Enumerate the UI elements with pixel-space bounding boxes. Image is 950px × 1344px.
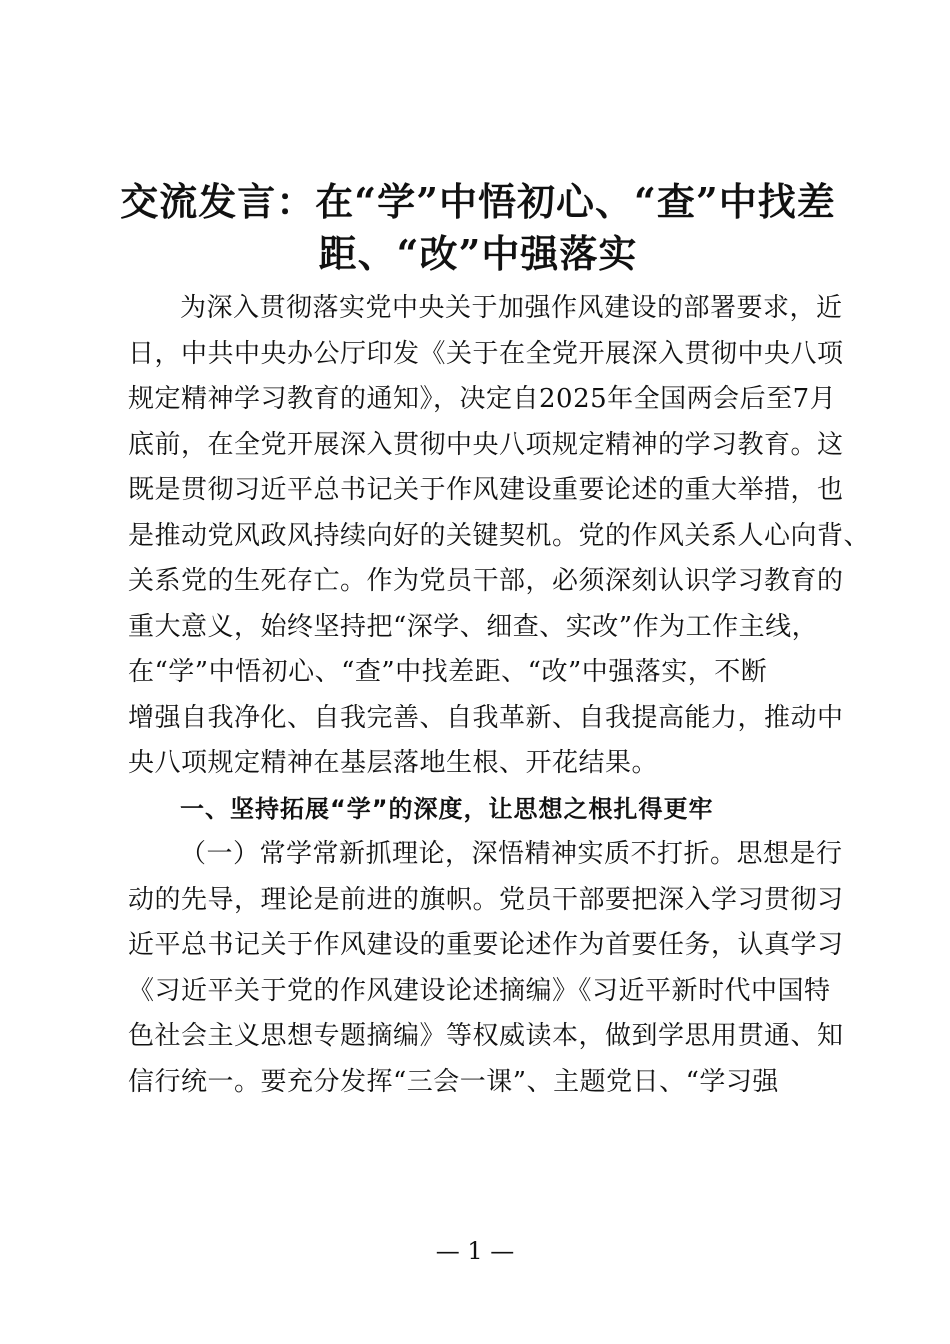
paragraph-line: 在“学”中悟初心、“查”中找差距、“改”中强落实，不断 <box>128 657 768 687</box>
paragraph-line: 日，中共中央办公厅印发《关于在全党开展深入贯彻中央八项 <box>128 338 844 369</box>
document-title <box>120 176 836 280</box>
paragraph-line: 近平总书记关于作风建设的重要论述作为首要任务，认真学习 <box>128 930 844 960</box>
intro-paragraph <box>128 286 871 787</box>
paragraph-line: 信行统一。要充分发挥“三会一课”、主题党日、“学习强 <box>128 1066 779 1097</box>
paragraph-line: 央八项规定精神在基层落地生根、开花结果。 <box>128 748 659 778</box>
paragraph-line: 《习近平关于党的作风建设论述摘编》《习近平新时代中国特 <box>128 975 831 1006</box>
title-line: 交流发言：在“学”中悟初心、“查”中找差 <box>120 179 836 224</box>
paragraph-line: 底前，在全党开展深入贯彻中央八项规定精神的学习教育。这 <box>128 429 844 460</box>
page-number: — 1 — <box>435 1237 515 1265</box>
paragraph-line: 动的先导，理论是前进的旗帜。党员干部要把深入学习贯彻习 <box>128 884 844 915</box>
paragraph-line: 是推动党风政风持续向好的关键契机。党的作风关系人心向背、 <box>128 520 871 551</box>
title-line: 距、“改”中强落实 <box>318 231 638 276</box>
section-heading: 一、坚持拓展“学”的深度，让思想之根扎得更牢 <box>180 794 714 823</box>
paragraph-line: 色社会主义思想专题摘编》等权威读本，做到学思用贯通、知 <box>128 1021 844 1051</box>
paragraph-line: 增强自我净化、自我完善、自我革新、自我提高能力，推动中 <box>128 702 844 733</box>
section-paragraph <box>128 832 844 1105</box>
paragraph-line: （一）常学常新抓理论，深悟精神实质不打折。思想是行 <box>180 839 843 869</box>
paragraph-line: 规定精神学习教育的通知》，决定自2025年全国两会后至7月 <box>128 384 837 414</box>
paragraph-line: 重大意义，始终坚持把“深学、细查、实改”作为工作主线， <box>128 611 819 642</box>
paragraph-line: 关系党的生死存亡。作为党员干部，必须深刻认识学习教育的 <box>128 566 844 596</box>
document-body <box>128 286 871 1105</box>
paragraph-line: 为深入贯彻落实党中央关于加强作风建设的部署要求，近 <box>180 293 843 323</box>
paragraph-line: 既是贯彻习近平总书记关于作风建设重要论述的重大举措，也 <box>128 475 844 505</box>
